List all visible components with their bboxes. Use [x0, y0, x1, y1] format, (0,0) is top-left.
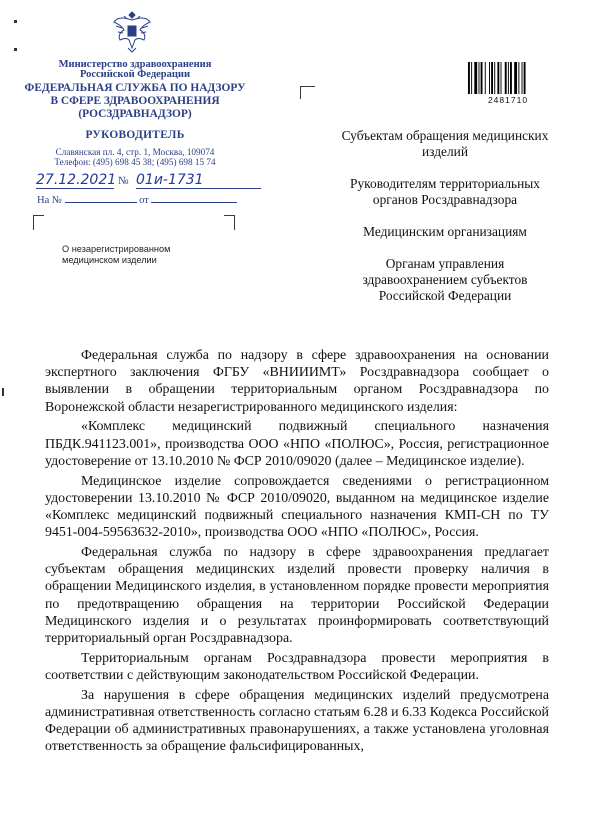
barcode-bar: [497, 62, 499, 94]
barcode-bar: [479, 62, 480, 94]
agency-address: [20, 147, 250, 167]
barcode-bar: [510, 62, 512, 94]
barcode-bar: [505, 62, 507, 94]
barcode-bar: [491, 62, 493, 94]
barcode-bar: [508, 62, 509, 94]
recipient: Субъектам обращения медицинских изделий: [341, 128, 549, 159]
barcode-bar: [485, 62, 486, 94]
binding-mark: [2, 388, 4, 396]
body-paragraph: Медицинское изделие сопровождается сведениями о регистрационном удостоверении 13.10.2010 № ФСР 2010/09020, выданном на медицинское изделие «Комплекс медицинский подвижный специального назначения КМП-СН по ТУ 9451-004-59563632-2010», производства ООО «НПО «ПОЛЮС», Россия.: [45, 473, 549, 541]
phone-line: Телефон: (495) 698 45 38; (495) 698 15 74: [54, 157, 216, 167]
agency-name: [20, 82, 250, 121]
handwritten-date: 27.12.2021: [36, 172, 117, 188]
barcode-bar: [471, 62, 472, 94]
barcode: [468, 62, 548, 94]
agency-line: (РОСЗДРАВНАДЗОР): [78, 108, 192, 120]
barcode-bar: [494, 62, 495, 94]
agency-line: В СФЕРЕ ЗДРАВООХРАНЕНИЯ: [50, 95, 220, 107]
barcode-bar: [518, 62, 519, 94]
body-paragraph: Федеральная служба по надзору в сфере здравоохранения на основании экспертного заключения ФГБУ «ВНИИИМТ» Росздравнадзора сообщает о выявлении в обращении территориальным органом Росздравнадзора по Воронежской области незарегистрированного медицинского изделия:: [45, 348, 549, 415]
barcode-bar: [522, 62, 523, 94]
body-paragraph: Территориальным органам Росздравнадзора провести мероприятия в соответствии с действующим законодательством Российской Федерации.: [45, 650, 549, 684]
reference-line: [37, 193, 257, 206]
body-paragraph: «Комплекс медицинский подвижный специального назначения ПБДК.941123.001», производства ООО «НПО «ПОЛЮС», Россия, регистрационное удостоверение от 13.10.2010 № ФСР 2010/09020 (далее – Медицинское изделие).: [45, 419, 549, 469]
coat-of-arms-icon: [112, 8, 152, 54]
ref-from-label: от: [139, 195, 149, 206]
barcode-bar: [514, 62, 517, 94]
body-paragraph: Федеральная служба по надзору в сфере здравоохранения предлагает субъектам обращения медицинских изделий провести проверку наличия в обращении Медицинского изделия, в установленном порядке провести мероприятия по предотвращению обращения на территории Российской Федерации Медицинского изделия и о результатах проинформировать соответствующий территориальный орган Росздравнадзора.: [45, 545, 549, 647]
subject-line: О незарегистрированном: [62, 244, 171, 254]
barcode-bar: [524, 62, 526, 94]
ministry-line: Российской Федерации: [79, 69, 191, 80]
position-title: РУКОВОДИТЕЛЬ: [85, 129, 185, 141]
letter-subject: [62, 244, 222, 266]
barcode-bar: [468, 62, 470, 94]
ref-date-blank: [151, 193, 237, 203]
binding-mark: [14, 48, 17, 51]
number-label: №: [118, 175, 129, 187]
barcode-bar: [489, 62, 490, 94]
ministry-line: Министерство здравоохранения: [58, 59, 212, 70]
barcode-number: 2481710: [487, 95, 529, 105]
handwritten-number: 01и-1731: [136, 172, 261, 189]
registration-date-number: [36, 172, 276, 194]
recipient: Руководителям территориальных органов Росздравнадзора: [350, 176, 540, 207]
subject-line: медицинском изделии: [62, 255, 157, 265]
letter-body: [45, 347, 549, 758]
ministry-name: [20, 60, 250, 80]
corner-mark: [300, 86, 315, 99]
ref-label: На №: [37, 195, 62, 206]
recipients-block: [335, 128, 555, 320]
recipient: Органам управления здравоохранением субъектов Российской Федерации: [362, 256, 528, 303]
recipient: Медицинским организациям: [363, 224, 527, 239]
ref-number-blank: [65, 193, 137, 203]
barcode-bar: [474, 62, 477, 94]
corner-mark: [33, 215, 44, 230]
agency-line: ФЕДЕРАЛЬНАЯ СЛУЖБА ПО НАДЗОРУ: [24, 82, 246, 94]
address-line: Славянская пл. 4, стр. 1, Москва, 109074: [55, 147, 215, 157]
corner-mark: [224, 215, 235, 230]
binding-mark: [14, 20, 17, 23]
barcode-bar: [481, 62, 483, 94]
barcode-bar: [501, 62, 502, 94]
body-paragraph: За нарушения в сфере обращения медицинских изделий предусмотрена административная ответственность согласно статьям 6.28 и 6.33 Кодекса Российской Федерации об административных правонарушениях, а также установлена уголовная ответственность за обращение фальсифицированных,: [45, 687, 549, 755]
